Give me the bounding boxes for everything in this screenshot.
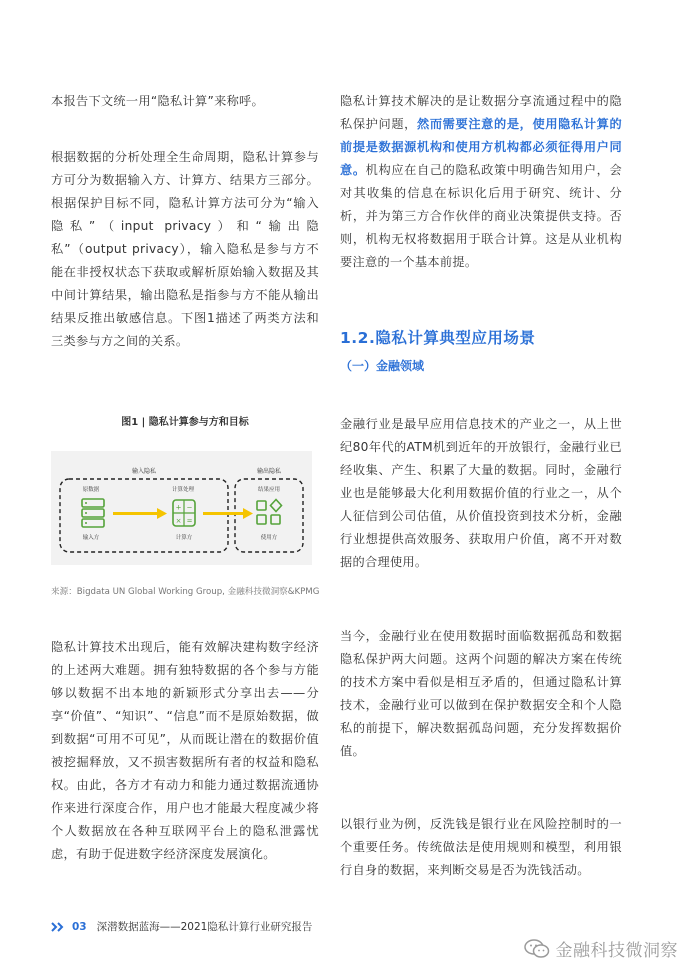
double-chevron-right-icon [51,922,65,932]
figure-diagram [51,451,312,565]
right-para-3: 当今，金融行业在使用数据时面临数据孤岛和数据隐私保护两大问题。这两个问题的解决方案在传统的技术方案中看似是相互矛盾的，但通过隐私计算技术，金融行业可以做到在保护数据安全和个人隐私的前提下，解决数据孤岛问题，充分发挥数据价值。 [340,629,622,758]
database-icon [82,499,104,527]
section-title: 1.2.隐私计算典型应用场景 [340,329,536,347]
raw-data-label: 原数据 [82,487,100,493]
arrow-right-icon [113,508,167,519]
figure-caption: 图1 | 隐私计算参与方和目标 [121,417,249,428]
right-para-1: 隐私计算技术解决的是让数据分享流通过程中的隐私保护问题，然而需要注意的是，使用隐私计算的前提是数据源机构和使用方机构都必须征得用户同意。机构应在自己的隐私政策中明确告知用户，会对其收集的信息在标识化后用于研究、统计、分析，并为第三方合作伙伴的商业决策提供支持。否则，机构无权将数据用于联合计算。这是从业机构要注意的一个基本前提。 [340,94,622,269]
compute-process-label: 计算处理 [171,487,195,493]
svg-text:=: = [186,517,193,525]
highlight-text: 然而需要注意的是，使用隐私计算的前提是数据源机构和使用方机构都必须征得用户同意。 [340,117,622,177]
right-para-2: 金融行业是最早应用信息技术的产业之一，从上世纪80年代的ATM机到近年的开放银行，金融行业已经收集、产生、积累了大量的数据。同时，金融行业也是能够最大化利用数据价值的行业之一，从个人征信到公司估值，从价值投资到技术分析，金融行业想提供高效服务、获取用户价值，离不开对数据的合理使用。 [340,417,622,569]
input-privacy-label: 输入隐私 [131,468,157,475]
calculator-icon [173,500,195,526]
user-party-label: 使用方 [260,535,278,541]
right-para-4: 以银行业为例，反洗钱是银行业在风险控制时的一个重要任务。传统做法是使用规则和模型，利用银行自身的数据，来判断交易是否为洗钱活动。 [340,817,622,877]
svg-text:×: × [175,517,182,525]
svg-text:−: − [186,503,193,512]
svg-text:+: + [175,503,182,512]
apps-icon [257,500,282,525]
left-para-1: 本报告下文统一用“隐私计算”来称呼。 [51,94,265,108]
compute-party-label: 计算方 [175,535,193,541]
privacy-diagram [51,451,312,565]
wechat-logo-icon [524,939,550,959]
page-number: 03 [72,920,87,933]
report-title: 深潜数据蓝海——2021隐私计算行业研究报告 [96,921,313,933]
input-party-label: 输入方 [82,535,100,541]
watermark [524,936,679,961]
figure-source: 来源：Bigdata UN Global Working Group, 金融科技微洞察&KPMG [51,587,320,597]
left-para-2: 根据数据的分析处理全生命周期，隐私计算参与方可分为数据输入方、计算方、结果方三部分。根据保护目标不同，隐私计算方法可分为“输入隐私”（input privacy）和“输出隐私”（output privacy），输入隐私是参与方不能在非授权状态下获取或解析原始输入数据及其中间计算结果，输出隐私是指参与方不能从输出结果反推出敏感信息。下图1描述了两类方法和三类参与方之间的关系。 [51,150,319,348]
page-footer [51,919,312,934]
output-privacy-label: 输出隐私 [256,468,282,475]
left-para-3: 隐私计算技术出现后，能有效解决建构数字经济的上述两大难题。拥有独特数据的各个参与方能够以数据不出本地的新颖形式分享出去——分享“价值”、“知识”、“信息”而不是原始数据，做到数据“可用不可见”，从而既让潜在的数据价值被挖掘释放，又不损害数据所有者的权益和隐私权。由此，各方才有动力和能力通过数据流通协作来进行深度合作，用户也才能最大程度减少将个人数据放在各种互联网平台上的隐私泄露忧虑，有助于促进数字经济深度发展演化。 [51,640,319,861]
watermark-text: 金融科技微洞察 [555,941,678,961]
subsection-title: （一）金融领域 [340,359,425,373]
result-app-label: 结果应用 [257,487,281,493]
